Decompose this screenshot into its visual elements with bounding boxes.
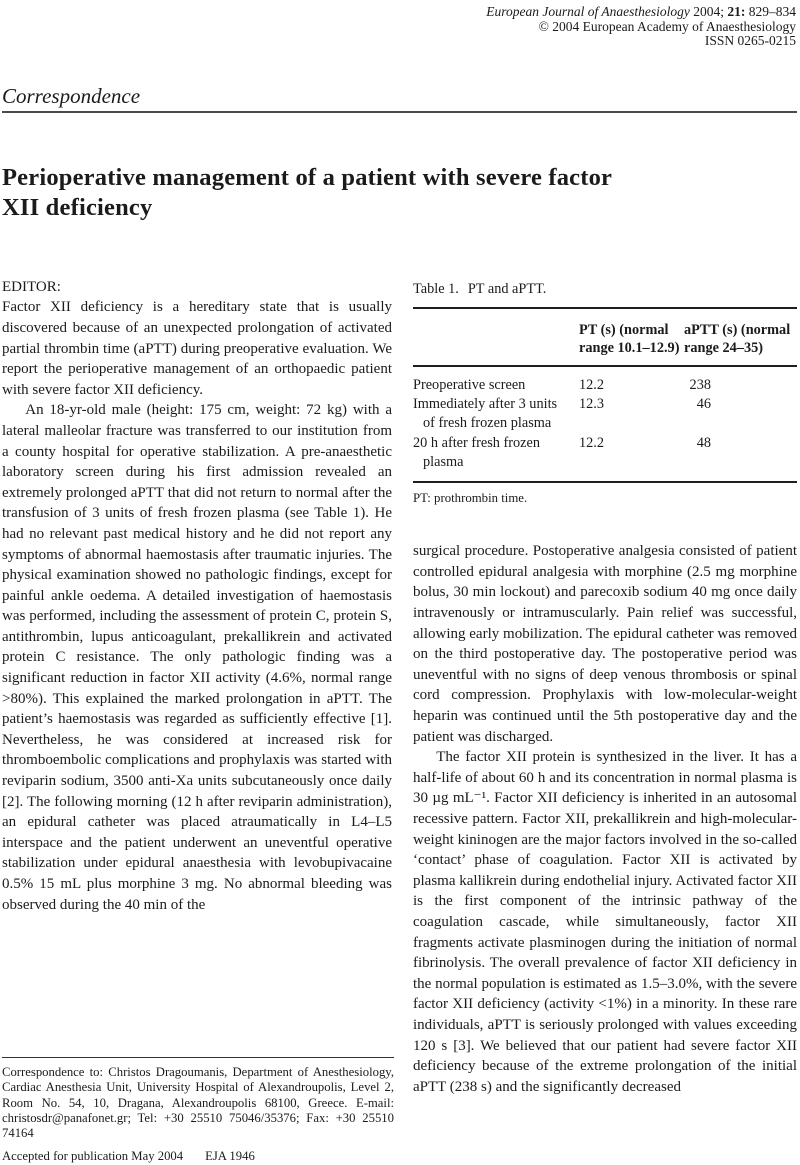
table-footnote: PT: prothrombin time. [413,491,528,506]
table-col-header-pt: PT (s) (normal range 10.1–12.9) [579,321,680,357]
column-gap [392,277,413,1137]
aptt-value: 238 [689,376,711,393]
aptt-value: 46 [696,396,711,413]
body-paragraph: The factor XII protein is synthesized in the liver. It has a half-life of about 60 h and its concentration in normal plasma is 30 µg mL⁻¹. Factor XII deficiency is inherited in an autosomal recessive pattern. Factor XII, prekallikrein and high-molecular-weight kininogen are the major factors involved in the so-called ‘contact’ phase of coagulation. Factor XII is activated by plasma kallikrein during endothelial injury. Activated factor XII is the first component of the intrinsic pathway of the coagulation cascade, while simultaneously, factor XII fragments activate plasminogen during the initiation of normal fibrinolysis. The overall prevalence of factor XII deficiency in the normal population is estimated as 1.5–3.0%, with the severe factor XII deficiency (activity <1%) in a minority. In these rare individuals, aPTT is seriously prolonged with values exceeding 120 s [3]. We believed that our patient had severe factor XII deficiency because of the extreme prolongation of the initial aPTT (238 s) and the significantly decreased [413,749,797,1095]
table-row [413,366,797,395]
table-col-header-aptt: aPTT (s) (normal range 24–35) [684,321,791,357]
accepted-text: Accepted for publication May 2004 [2,1149,184,1164]
right-column-text [413,541,797,1097]
table-caption-text: PT and aPTT. [467,280,547,297]
correspondence-address: Correspondence to: Christos Dragoumanis, Department of Anesthesiology, Cardiac Anesthesia Unit, University Hospital of Alexandroupolis, Level 2, Room No. 54, 10, Dragana, Alexandroupolis 68100, Greece. E-mail: christosdr@panafonet.gr; Tel: +30 25510 75046/35376; Fax: +30 25510 74164 [2,1065,394,1141]
section-heading: Correspondence [2,83,141,108]
table-row [413,434,797,483]
table-col-header-empty [413,308,579,366]
journal-citation [2,5,796,20]
accepted-line [2,1149,394,1164]
body-paragraph: surgical procedure. Postoperative analgesia consisted of patient controlled epidural analgesia with morphine (2.5 mg morphine bolus, 30 min lockout) and parecoxib sodium 40 mg once daily intravenously or intramuscularly. Pain relief was successful, allowing early mobilization. The epidural catheter was removed on the third postoperative day. The postoperative period was uneventful with no signs of deep venous thrombosis or spinal cord compression. Prophylaxis with low-molecular-weight heparin was continued until the 5th postoperative day and the patient was discharged. [413,543,797,745]
salutation: EDITOR: [2,278,61,295]
page-header [2,5,797,49]
row-label: Preoperative screen [413,376,526,393]
body-paragraph: Factor XII deficiency is a hereditary state that is usually discovered because of an unexpected prolongation of activated partial thrombin time (aPTT) during preoperative evaluation. We report the perioperative management of an orthopaedic patient with severe factor XII deficiency. [2,299,392,398]
pt-aptt-table [413,307,797,483]
section-rule [2,111,797,113]
issn-line: ISSN 0265-0215 [704,33,796,49]
correspondence-footnote [2,1057,394,1165]
journal-title: European Journal of Anaesthesiology [486,4,690,19]
copyright-line: © 2004 European Academy of Anaesthesiology [538,18,796,34]
table-caption [413,281,797,298]
right-column [413,277,797,1137]
citation-pages: 829–834 [748,4,796,19]
table-1 [413,277,797,506]
table-header-row [413,308,797,366]
pt-value: 12.3 [579,396,605,413]
pt-value: 12.2 [579,434,605,451]
pt-value: 12.2 [579,376,605,393]
article-title: Perioperative management of a patient with severe factor XII deficiency [2,163,612,221]
two-column-body [2,277,797,1137]
table-row [413,395,797,434]
row-label: 20 h after fresh frozen plasma [413,434,541,470]
aptt-value: 48 [696,434,711,451]
citation-year: 2004; [693,4,724,19]
citation-volume: 21: [727,4,746,19]
body-paragraph: An 18-yr-old male (height: 175 cm, weight: 72 kg) with a lateral malleolar fracture was transferred to our institution from a county hospital for operative stabilization. A pre-anaesthetic laboratory screen during his first admission revealed an extremely prolonged aPTT that did not return to normal after the transfusion of 3 units of fresh frozen plasma (see Table 1). He had no relevant past medical history and he did not report any symptoms of abnormal haemostasis after traumatic injuries. The physical examination showed no pathologic findings, except for painful ankle oedema. A detailed investigation of haemostasis was performed, including the assessment of protein C, protein S, antithrombin, lupus anticoagulant, prekallikrein and activated protein C resistance. The only pathologic finding was a significant reduction in factor XII activity (4.6%, normal range >80%). This explained the marked prolongation in aPTT. The patient’s haemostasis was regarded as sufficiently effective [1]. Nevertheless, he was considered at increased risk for thromboembolic complications and prophylaxis was started with reviparin sodium, 3500 anti-Xa units subcutaneously once daily [2]. The following morning (12 h after reviparin administration), an epidural catheter was placed atraumatically in L4–L5 interspace and the patient underwent an uneventful operative stabilization under epidural anaesthesia with levobupivacaine 0.5% 15 mL plus morphine 3 mg. No abnormal bleeding was observed during the 40 min of the [2,402,392,913]
table-caption-label: Table 1. [413,280,459,297]
eja-number: EJA 1946 [205,1149,255,1164]
left-column [2,277,392,1051]
row-label: Immediately after 3 units of fresh frozen plasma [413,396,558,432]
